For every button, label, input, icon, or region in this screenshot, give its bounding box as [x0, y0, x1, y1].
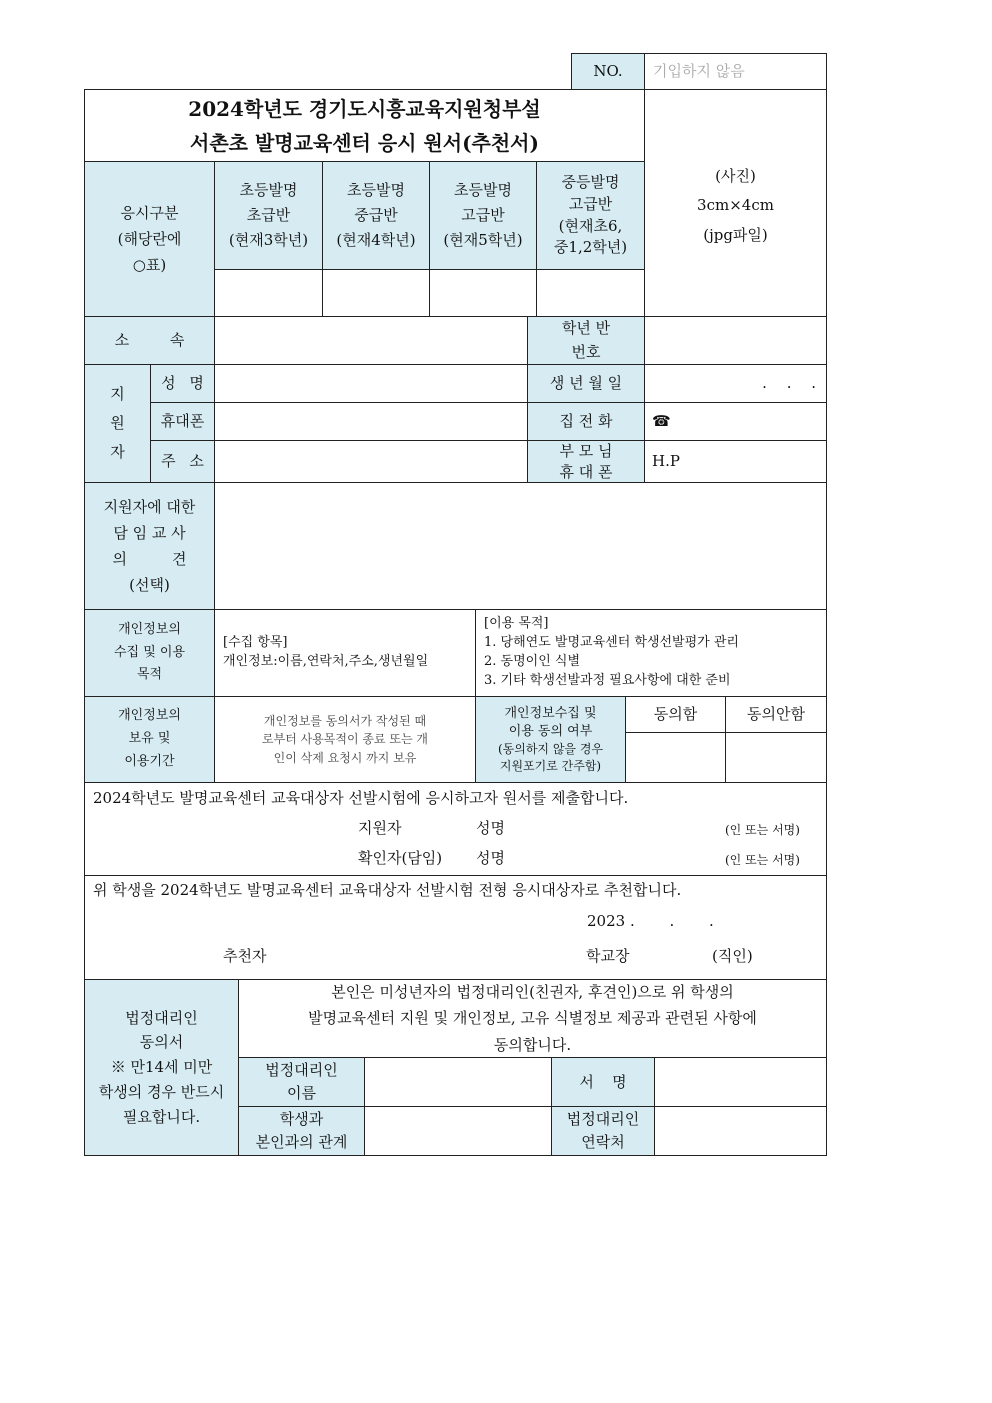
category-mark-cell-2[interactable]	[322, 269, 430, 317]
guardian-name-field[interactable]	[364, 1057, 552, 1107]
use-purpose-item: 3. 기타 학생선발과정 필요사항에 대한 준비	[484, 672, 731, 688]
applicant-sign-field[interactable]: (인 또는 서명)	[725, 823, 800, 837]
use-purpose-cell	[475, 609, 827, 697]
photo-size: 3cm×4cm	[697, 196, 774, 215]
category-mark-cell-3[interactable]	[429, 269, 537, 317]
submission-name-label: 성명	[476, 849, 505, 867]
recommender-label: 추천자	[223, 947, 267, 965]
agree-mark-cell[interactable]	[625, 732, 726, 783]
use-purpose-item: 2. 동명이인 식별	[484, 654, 581, 669]
birthdate-field[interactable]: . . .	[644, 364, 827, 403]
use-purpose-item: 1. 당해연도 발명교육센터 학생선발평가 관리	[484, 635, 739, 651]
guardian-consent-statement: 본인은 미성년자의 법정대리인(친권자, 후견인)으로 위 학생의 발명교육센터 지원 및 개인정보, 고유 식별정보 제공과 관련된 사항에 동의합니다.	[238, 979, 827, 1058]
collected-items-text: 개인정보:이름,연락처,주소,생년월일	[223, 654, 429, 669]
category-option-elem-intermediate: 초등발명 중급반 (현재4학년)	[322, 161, 430, 270]
home-phone-label: 집 전 화	[527, 402, 645, 441]
submission-confirmer-label: 확인자(담임)	[358, 849, 443, 867]
form-title	[84, 89, 645, 162]
disagree-mark-cell[interactable]	[725, 732, 827, 783]
photo-format: (jpg파일)	[703, 225, 768, 244]
applicant-mobile-label: 휴대폰	[150, 402, 215, 441]
parent-mobile-field[interactable]: H.P	[644, 440, 827, 483]
home-phone-field[interactable]	[644, 402, 827, 441]
applicant-mobile-field[interactable]	[214, 402, 528, 441]
privacy-period-label: 개인정보의 보유 및 이용기간	[84, 696, 215, 783]
teacher-opinion-label: 지원자에 대한 담 임 교 사 의 견 (선택)	[84, 482, 215, 610]
guardian-contact-label: 법정대리인 연락처	[551, 1106, 655, 1156]
disagree-label: 동의안함	[725, 696, 827, 733]
affiliation-field[interactable]	[214, 316, 528, 365]
guardian-sign-field[interactable]	[654, 1057, 827, 1107]
category-option-elem-beginner: 초등발명 초급반 (현재3학년)	[214, 161, 323, 270]
consent-label: 개인정보수집 및 이용 동의 여부 (동의하지 않을 경우 지원포기로 간주함)	[475, 696, 626, 783]
agree-label: 동의함	[625, 696, 726, 733]
confirmer-sign-field[interactable]: (인 또는 서명)	[725, 853, 800, 867]
category-mark-cell-4[interactable]	[536, 269, 645, 317]
birthdate-label: 생 년 월 일	[527, 364, 645, 403]
official-seal-label: (직인)	[712, 947, 753, 965]
recommendation-statement: 위 학생을 2024학년도 발명교육센터 교육대상자 선발시험 전형 응시대상자로 추천합니다.	[93, 881, 682, 899]
grade-class-number-field[interactable]	[644, 316, 827, 365]
grade-class-number-label: 학년 반 번호	[527, 316, 645, 365]
use-purpose-title: [이용 목적]	[484, 616, 549, 632]
category-label: 응시구분 (해당란에 ○표)	[84, 161, 215, 317]
no-label: NO.	[571, 53, 645, 90]
guardian-sign-label: 서 명	[551, 1057, 655, 1107]
privacy-period-text: 개인정보를 동의서가 작성된 때 로부터 사용목적이 종료 또는 개 인이 삭제 요청시 까지 보유	[214, 696, 476, 783]
title-line-1: 2024학년도 경기도시흥교육지원청부설	[188, 96, 541, 121]
parent-mobile-label: 부 모 님 휴 대 폰	[527, 440, 645, 483]
no-field[interactable]: 기입하지 않음	[644, 53, 827, 90]
photo-box[interactable]	[644, 89, 827, 317]
telephone-icon: ☎	[652, 412, 671, 431]
title-line-2: 서촌초 발명교육센터 응시 원서(추천서)	[190, 130, 539, 155]
applicant-name-field[interactable]	[214, 364, 528, 403]
principal-label: 학교장	[586, 947, 630, 965]
collected-items-title: [수집 항목]	[223, 635, 288, 651]
relationship-label: 학생과 본인과의 관계	[238, 1106, 365, 1156]
submission-applicant-label: 지원자	[358, 819, 402, 837]
category-mark-cell-1[interactable]	[214, 269, 323, 317]
teacher-opinion-field[interactable]	[214, 482, 827, 610]
applicant-address-label: 주 소	[150, 440, 215, 483]
category-option-middle-advanced: 중등발명 고급반 (현재초6, 중1,2학년)	[536, 161, 645, 270]
category-option-elem-advanced: 초등발명 고급반 (현재5학년)	[429, 161, 537, 270]
guardian-consent-label: 법정대리인 동의서 ※ 만14세 미만 학생의 경우 반드시 필요합니다.	[84, 979, 239, 1156]
collected-items-cell	[214, 609, 476, 697]
submission-name-label: 성명	[476, 819, 505, 837]
guardian-name-label: 법정대리인 이름	[238, 1057, 365, 1107]
photo-label: (사진)	[715, 167, 756, 185]
relationship-field[interactable]	[364, 1106, 552, 1156]
applicant-name-label: 성 명	[150, 364, 215, 403]
applicant-group-label: 지 원 자	[84, 364, 151, 483]
guardian-contact-field[interactable]	[654, 1106, 827, 1156]
affiliation-label: 소 속	[84, 316, 215, 365]
privacy-purpose-label: 개인정보의 수집 및 이용 목적	[84, 609, 215, 697]
submission-statement: 2024학년도 발명교육센터 교육대상자 선발시험에 응시하고자 원서를 제출합니다.	[93, 789, 629, 807]
applicant-address-field[interactable]	[214, 440, 528, 483]
recommendation-date[interactable]: 2023 . . .	[587, 912, 714, 930]
